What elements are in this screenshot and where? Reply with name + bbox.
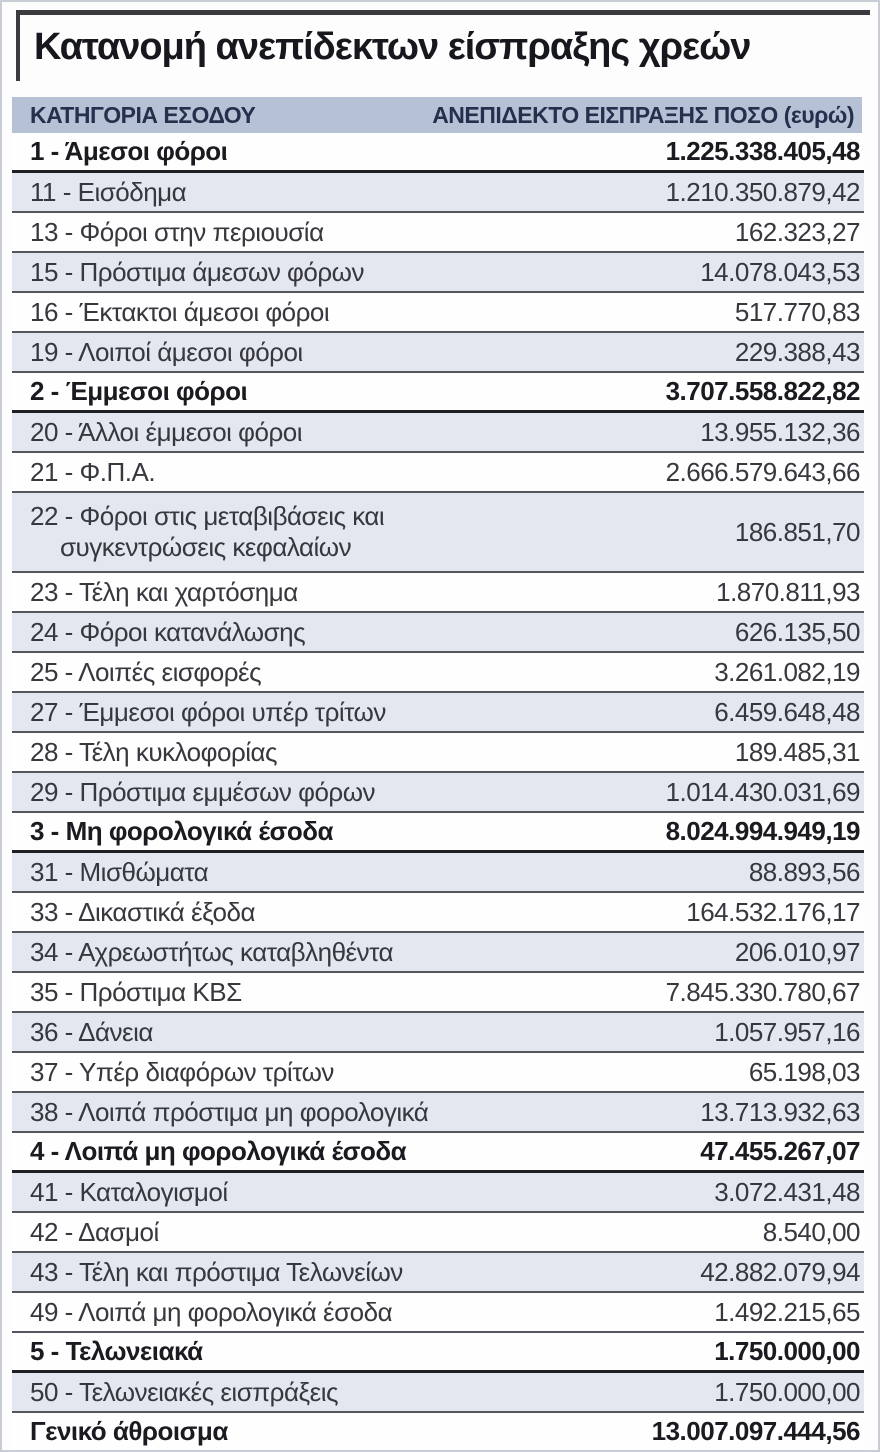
row-category-label-line1: 23 - Τέλη και χαρτόσημα (30, 576, 298, 607)
row-category-label (30, 1057, 334, 1088)
row-amount: 8.024.994.949,19 (665, 816, 860, 846)
row-category-label (30, 1217, 159, 1248)
row-amount: 189.485,31 (734, 736, 860, 767)
row-category-label (30, 937, 393, 968)
row-category-label-line1: 22 - Φόροι στις μεταβιβάσεις και (30, 501, 385, 531)
table-row (12, 1373, 864, 1413)
row-category-label (30, 457, 155, 488)
row-amount: 3.707.558.822,82 (665, 376, 860, 406)
table-row (12, 293, 864, 333)
row-category-label (30, 337, 303, 368)
row-category-label (30, 857, 208, 888)
table-row (12, 333, 864, 373)
row-amount: 164.532.176,17 (686, 896, 860, 927)
row-category-label (30, 1177, 228, 1208)
row-category-label (30, 217, 324, 248)
row-category-label (30, 577, 298, 608)
table-row (12, 773, 864, 813)
row-category-label (30, 376, 247, 407)
row-category-label-line1: 34 - Αχρεωστήτως καταβληθέντα (30, 936, 394, 967)
table-row (12, 213, 864, 253)
row-amount: 14.078.043,53 (700, 256, 860, 287)
table-header-row (12, 97, 862, 133)
row-category-label (30, 1017, 153, 1048)
row-amount: 6.459.648,48 (714, 696, 860, 727)
column-header-category: ΚΑΤΗΓΟΡΙΑ ΕΣΟΔΟΥ (30, 101, 256, 128)
row-category-label-line1: 28 - Τέλη κυκλοφορίας (30, 736, 278, 767)
row-category-label-line1: 20 - Άλλοι έμμεσοι φόροι (30, 416, 303, 447)
row-category-label-line1: 3 - Μη φορολογικά έσοδα (30, 816, 333, 846)
row-category-label-line1: 11 - Εισόδημα (30, 176, 187, 207)
row-category-label (30, 1377, 338, 1408)
table-row (12, 693, 864, 733)
row-category-label (30, 737, 277, 768)
column-header-amount: ΑΝΕΠΙΔΕΚΤΟ ΕΙΣΠΡΑΞΗΣ ΠΟΣΟ (ευρώ) (432, 101, 854, 128)
row-amount: 1.014.430.031,69 (665, 776, 860, 807)
table-row (12, 1333, 864, 1373)
table-row (12, 493, 864, 573)
row-category-label-line1: 24 - Φόροι κατανάλωσης (30, 616, 306, 647)
row-category-label (30, 1297, 392, 1328)
table-row (12, 653, 864, 693)
row-category-label (30, 777, 375, 808)
row-category-label (30, 1136, 406, 1167)
row-category-label (30, 816, 333, 847)
row-category-label-line1: 31 - Μισθώματα (30, 856, 209, 887)
row-category-label (30, 1257, 403, 1288)
row-category-label-line1: 25 - Λοιπές εισφορές (30, 656, 262, 687)
row-category-label-line1: 1 - Άμεσοι φόροι (30, 136, 228, 166)
row-amount: 517.770,83 (734, 296, 860, 327)
row-category-label-line1: 5 - Τελωνειακά (30, 1336, 203, 1366)
row-amount: 1.225.338.405,48 (665, 136, 860, 166)
row-amount: 229.388,43 (734, 336, 860, 367)
row-amount: 2.666.579.643,66 (665, 456, 860, 487)
table-row (12, 1213, 864, 1253)
table-row (12, 933, 864, 973)
table-row (12, 893, 864, 933)
row-category-label (30, 977, 242, 1008)
row-amount: 3.261.082,19 (714, 656, 860, 687)
row-amount: 1.210.350.879,42 (665, 176, 860, 207)
row-category-label-line1: 27 - Έμμεσοι φόροι υπέρ τρίτων (30, 696, 386, 727)
table-row (12, 253, 864, 293)
row-category-label (30, 257, 364, 288)
title-block (16, 10, 870, 81)
page-title: Κατανομή ανεπίδεκτων είσπραξης χρεών (34, 26, 751, 68)
row-amount: 3.072.431,48 (714, 1176, 860, 1207)
row-category-label (30, 1416, 228, 1447)
row-category-label-line2: συγκεντρώσεις κεφαλαίων (60, 532, 352, 562)
table-row (12, 173, 864, 213)
row-amount: 13.955.132,36 (700, 416, 860, 447)
table-row (12, 413, 864, 453)
row-amount: 1.057.957,16 (714, 1016, 860, 1047)
row-category-label (30, 297, 329, 328)
row-amount: 186.851,70 (734, 516, 860, 547)
row-category-label-line1: 21 - Φ.Π.Α. (30, 456, 156, 487)
row-category-label-line1: 13 - Φόροι στην περιουσία (30, 216, 324, 247)
row-amount: 88.893,56 (748, 856, 860, 887)
row-amount: 1.870.811,93 (716, 576, 860, 607)
table-row (12, 613, 864, 653)
row-category-label (30, 657, 261, 688)
row-category-label-line1: 37 - Υπέρ διαφόρων τρίτων (30, 1056, 334, 1087)
table-row (12, 1013, 864, 1053)
row-category-label (30, 417, 302, 448)
row-category-label (30, 177, 186, 208)
table-row (12, 1173, 864, 1213)
row-category-label (30, 617, 305, 648)
table-row (12, 453, 864, 493)
table-row (12, 1093, 864, 1133)
table-row (12, 573, 864, 613)
row-amount: 13.007.097.444,56 (651, 1416, 860, 1446)
row-category-label (30, 1336, 203, 1367)
row-category-label-line1: 35 - Πρόστιμα ΚΒΣ (30, 976, 242, 1007)
row-category-label-line1: 15 - Πρόστιμα άμεσων φόρων (30, 256, 364, 287)
row-category-label-line1: 50 - Τελωνειακές εισπράξεις (30, 1376, 339, 1407)
row-amount: 7.845.330.780,67 (665, 976, 860, 1007)
table-row (12, 133, 864, 173)
row-amount: 47.455.267,07 (700, 1136, 860, 1166)
row-category-label-line1: 38 - Λοιπά πρόστιμα μη φορολογικά (30, 1096, 429, 1127)
row-category-label-line1: 29 - Πρόστιμα εμμέσων φόρων (30, 776, 376, 807)
row-amount: 8.540,00 (762, 1216, 860, 1247)
row-amount: 162.323,27 (734, 216, 860, 247)
row-amount: 1.750.000,00 (714, 1336, 860, 1366)
table-row (12, 1053, 864, 1093)
row-category-label-line1: 41 - Καταλογισμοί (30, 1176, 228, 1207)
table-row (12, 1253, 864, 1293)
row-category-label-line1: 4 - Λοιπά μη φορολογικά έσοδα (30, 1136, 407, 1166)
row-category-label-line1: 49 - Λοιπά μη φορολογικά έσοδα (30, 1296, 393, 1327)
row-category-label-line1: 36 - Δάνεια (30, 1016, 153, 1047)
table-body (12, 133, 864, 1452)
row-category-label (30, 897, 255, 928)
row-amount: 13.713.932,63 (700, 1096, 860, 1127)
row-amount: 626.135,50 (734, 616, 860, 647)
row-category-label (30, 501, 384, 563)
row-category-label (30, 1097, 428, 1128)
row-category-label-line1: 16 - Έκτακτοι άμεσοι φόροι (30, 296, 330, 327)
table-row (12, 853, 864, 893)
row-amount: 42.882.079,94 (700, 1256, 860, 1287)
row-amount: 1.492.215,65 (714, 1296, 860, 1327)
row-amount: 65.198,03 (748, 1056, 860, 1087)
row-category-label-line1: Γενικό άθροισμα (30, 1416, 228, 1446)
table-row (12, 1413, 864, 1452)
table-row (12, 813, 864, 853)
table-row (12, 1293, 864, 1333)
row-category-label-line1: 2 - Έμμεσοι φόροι (30, 376, 248, 406)
table-row (12, 1133, 864, 1173)
row-amount: 206.010,97 (734, 936, 860, 967)
row-category-label-line1: 33 - Δικαστικά έξοδα (30, 896, 255, 927)
row-category-label-line1: 43 - Τέλη και πρόστιμα Τελωνείων (30, 1256, 403, 1287)
table-row (12, 733, 864, 773)
row-category-label-line1: 19 - Λοιποί άμεσοι φόροι (30, 336, 303, 367)
row-category-label (30, 697, 386, 728)
row-amount: 1.750.000,00 (714, 1376, 860, 1407)
table-row (12, 973, 864, 1013)
row-category-label-line1: 42 - Δασμοί (30, 1216, 159, 1247)
row-category-label (30, 136, 227, 167)
table-row (12, 373, 864, 413)
